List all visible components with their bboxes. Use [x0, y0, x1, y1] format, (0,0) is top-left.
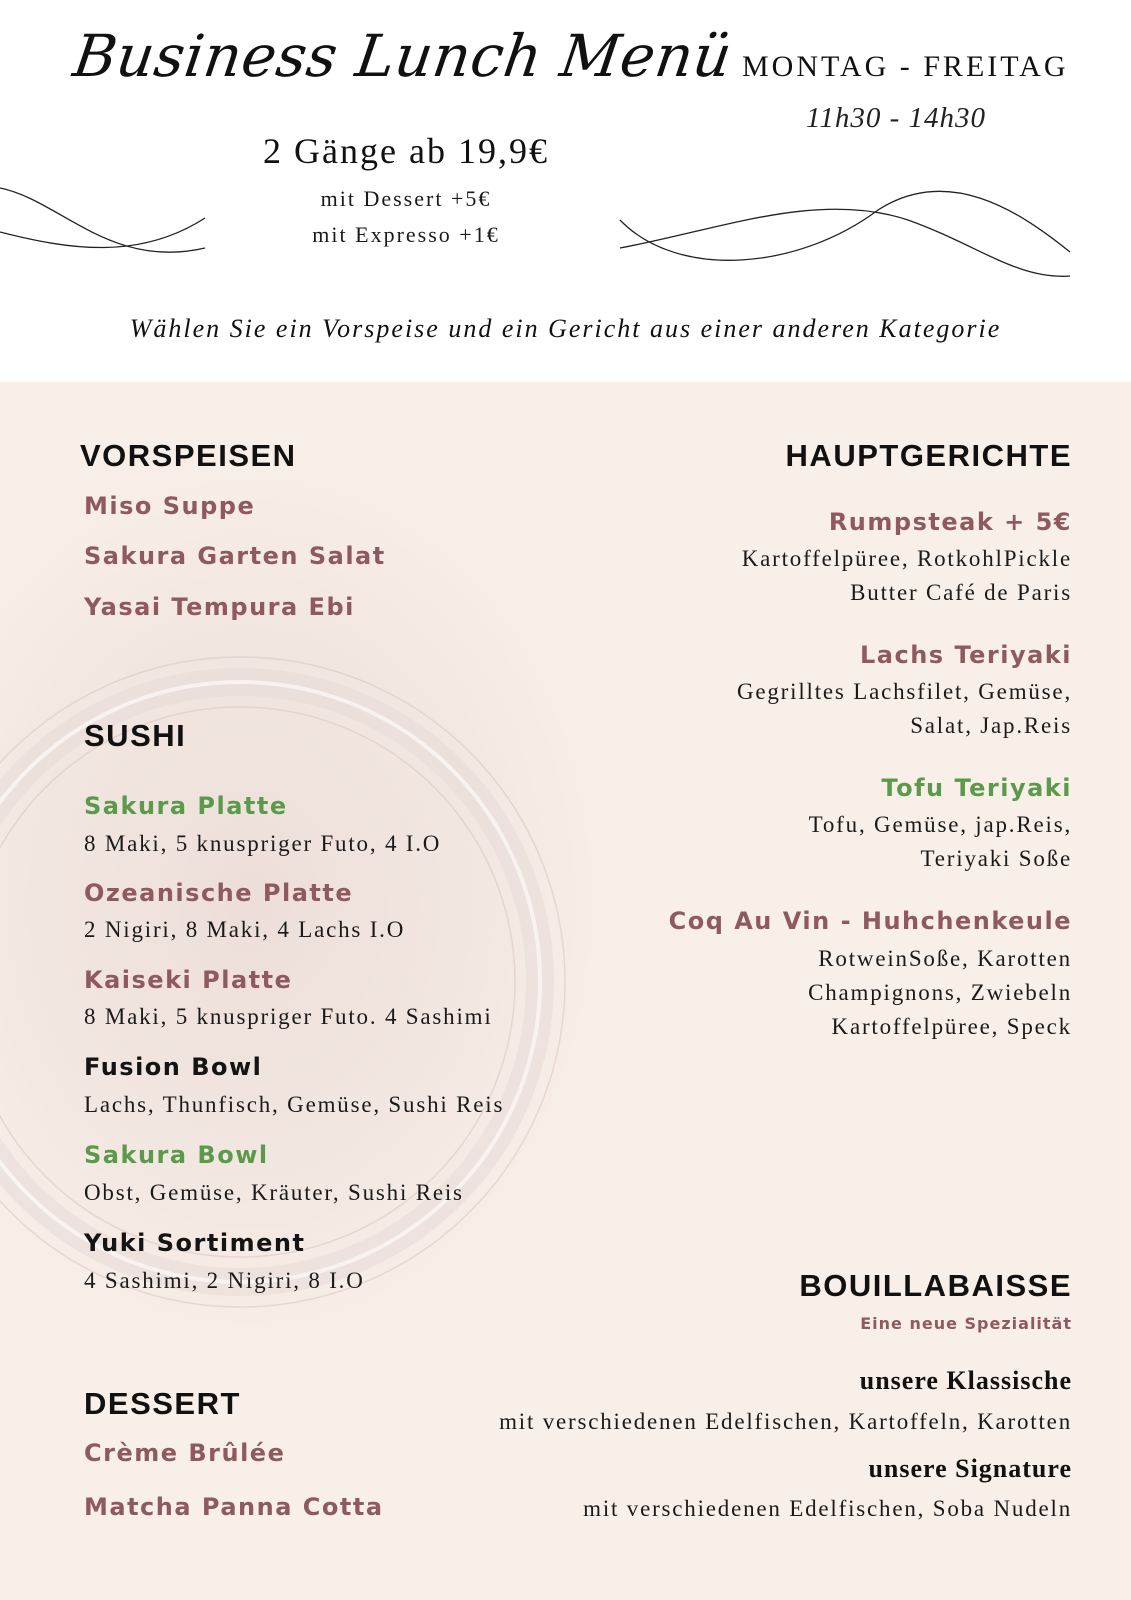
main-item-desc: RotweinSoße, Karotten [818, 946, 1072, 971]
starter-item: Sakura Garten Salat [84, 542, 386, 570]
sushi-item-desc: 4 Sashimi, 2 Nigiri, 8 I.O [84, 1268, 365, 1293]
starter-item: Miso Suppe [84, 492, 256, 520]
sushi-item-desc: 8 Maki, 5 knuspriger Futo. 4 Sashimi [84, 1004, 493, 1029]
lunch-price: 2 Gänge ab 19,9€ [263, 131, 549, 171]
bouillabaisse-variant-desc: mit verschiedenen Edelfischen, Kartoffeln, Karotten [499, 1409, 1072, 1434]
main-item-desc: Kartoffelpüree, RotkohlPickle [741, 546, 1072, 571]
menu-body [0, 382, 1131, 1600]
main-item-desc: Kartoffelpüree, Speck [831, 1014, 1072, 1039]
sushi-item-name: Kaiseki Platte [84, 966, 293, 994]
main-item-desc: Champignons, Zwiebeln [808, 980, 1072, 1005]
service-days: MONTAG - FREITAG [742, 50, 1069, 83]
right-wave-ornament [618, 170, 1078, 290]
main-item-desc: Butter Café de Paris [850, 580, 1072, 605]
bouillabaisse-variant-desc: mit verschiedenen Edelfischen, Soba Nudeln [583, 1496, 1072, 1521]
sushi-item-name: Yuki Sortiment [84, 1229, 306, 1257]
sushi-item-name: Sakura Platte [84, 792, 288, 820]
section-heading-bouillabaisse: BOUILLABAISSE [799, 1268, 1072, 1303]
dessert-item: Matcha Panna Cotta [84, 1493, 384, 1521]
sushi-item-desc: Obst, Gemüse, Kräuter, Sushi Reis [84, 1180, 464, 1205]
main-item-desc: Salat, Jap.Reis [910, 713, 1072, 738]
bouillabaisse-variant-name: unsere Klassische [859, 1366, 1072, 1395]
bouillabaisse-variant-name: unsere Signature [868, 1454, 1072, 1483]
sushi-item-desc: Lachs, Thunfisch, Gemüse, Sushi Reis [84, 1092, 505, 1117]
selection-instruction: Wählen Sie ein Vorspeise und ein Gericht aus einer anderen Kategorie [129, 314, 1002, 343]
main-item-name: Coq Au Vin - Huhchenkeule [668, 907, 1072, 935]
menu-title: Business Lunch Menü [69, 22, 737, 90]
starter-item: Yasai Tempura Ebi [84, 593, 355, 621]
main-item-desc: Teriyaki Soße [920, 846, 1072, 871]
dessert-item: Crème Brûlée [84, 1439, 286, 1467]
main-item-name: Rumpsteak + 5€ [828, 508, 1072, 536]
sushi-item-desc: 8 Maki, 5 knuspriger Futo, 4 I.O [84, 831, 442, 856]
left-wave-ornament [0, 180, 210, 270]
section-heading-dessert: DESSERT [84, 1386, 241, 1421]
section-heading-sushi: SUSHI [84, 718, 187, 753]
sushi-item-desc: 2 Nigiri, 8 Maki, 4 Lachs I.O [84, 917, 406, 942]
main-item-name: Lachs Teriyaki [860, 641, 1072, 669]
espresso-surcharge: mit Expresso +1€ [312, 222, 500, 247]
main-item-desc: Gegrilltes Lachsfilet, Gemüse, [736, 679, 1072, 704]
sushi-item-name: Ozeanische Platte [84, 879, 354, 907]
main-item-name: Tofu Teriyaki [881, 774, 1072, 802]
dessert-surcharge: mit Dessert +5€ [320, 186, 492, 211]
service-hours: 11h30 - 14h30 [806, 102, 987, 134]
section-heading-vorspeisen: VORSPEISEN [80, 438, 297, 473]
sushi-item-name: Sakura Bowl [84, 1141, 269, 1169]
main-item-desc: Tofu, Gemüse, jap.Reis, [808, 812, 1072, 837]
section-heading-hauptgerichte: HAUPTGERICHTE [785, 438, 1072, 473]
sushi-item-name: Fusion Bowl [84, 1053, 263, 1081]
bouillabaisse-tagline: Eine neue Spezialität [860, 1314, 1072, 1333]
